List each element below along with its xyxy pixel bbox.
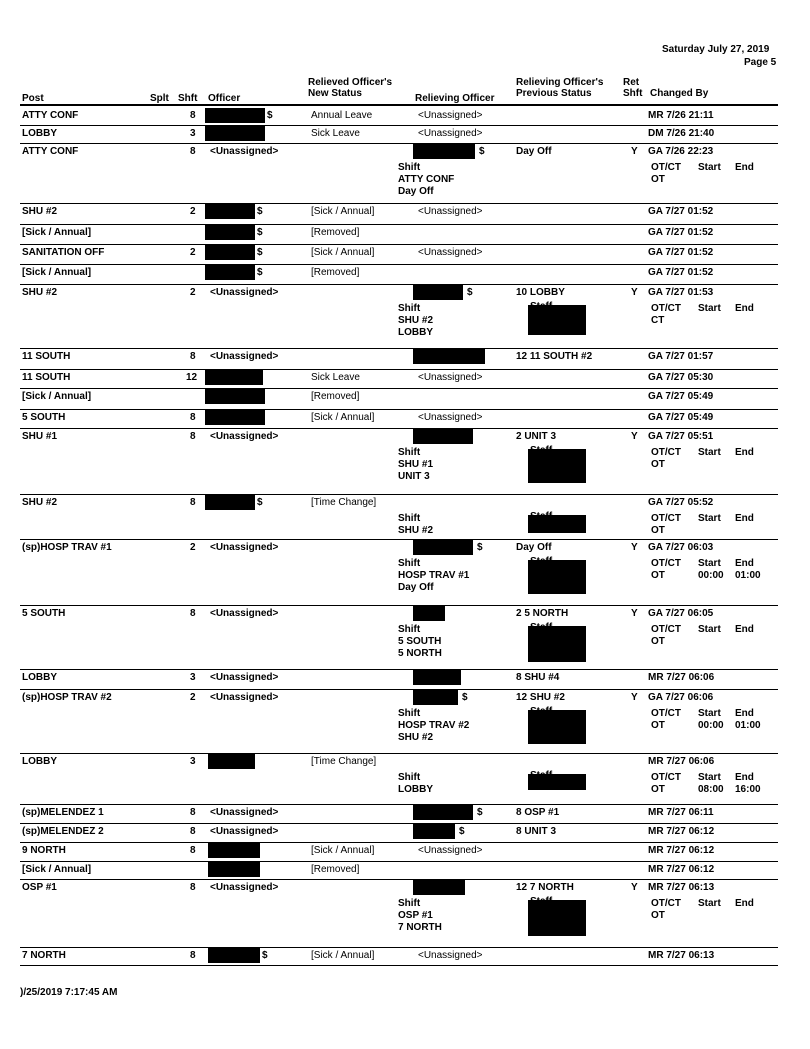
relieving-officer-cell: <Unassigned> xyxy=(418,845,483,856)
redacted-officer-name xyxy=(205,245,255,260)
dollar-marker: $ xyxy=(257,497,263,508)
post-cell: [Sick / Annual] xyxy=(22,227,92,238)
changed-by-cell: MR 7/27 06:13 xyxy=(648,882,715,893)
start-label: Start xyxy=(698,624,721,635)
redacted-relieving-officer xyxy=(413,670,461,685)
relieving-officer-cell: <Unassigned> xyxy=(418,950,483,961)
relieved-status-cell: Sick Leave xyxy=(311,372,360,383)
relieved-status-cell: [Sick / Annual] xyxy=(311,412,375,423)
ot-value: OT xyxy=(651,570,665,581)
end-time: 01:00 xyxy=(735,720,761,731)
detail-shift-line: SHU #1 xyxy=(398,459,434,470)
redacted-relieving-officer xyxy=(413,880,465,895)
row-separator xyxy=(20,125,778,126)
changed-by-cell: GA 7/27 06:06 xyxy=(648,692,714,703)
dollar-marker: $ xyxy=(467,287,473,298)
detail-shift-line: SHU #2 xyxy=(398,525,434,536)
row-separator xyxy=(20,539,778,540)
col-relieving-officer: Relieving Officer xyxy=(415,93,495,104)
redacted-relieving-officer xyxy=(413,690,458,705)
ct-value: CT xyxy=(651,315,665,326)
start-time: 00:00 xyxy=(698,570,724,581)
dollar-marker: $ xyxy=(257,227,263,238)
changed-by-cell: GA 7/27 05:49 xyxy=(648,391,714,402)
end-label: End xyxy=(735,447,754,458)
post-cell: LOBBY xyxy=(22,128,57,139)
previous-status-cell: 12 11 SOUTH #2 xyxy=(516,351,593,362)
detail-shift-label: Shift xyxy=(398,624,421,635)
redacted-relieving-officer xyxy=(413,606,445,621)
redacted-officer-name xyxy=(205,108,265,123)
row-separator xyxy=(20,494,778,495)
detail-shift-line: Day Off xyxy=(398,186,434,197)
dollar-marker: $ xyxy=(262,950,268,961)
ot-value: OT xyxy=(651,525,665,536)
changed-by-cell: GA 7/27 05:49 xyxy=(648,412,714,423)
shift-cell: 3 xyxy=(190,128,196,139)
redacted-officer-name xyxy=(205,370,263,385)
relieved-status-cell: [Sick / Annual] xyxy=(311,206,375,217)
col-ret-1: Ret xyxy=(623,77,640,88)
relieved-status-cell: [Removed] xyxy=(311,267,360,278)
changed-by-cell: MR 7/26 21:11 xyxy=(648,110,714,121)
redacted-officer-name xyxy=(205,410,265,425)
row-separator xyxy=(20,388,778,389)
shift-cell: 2 xyxy=(190,206,196,217)
changed-by-cell: GA 7/27 06:05 xyxy=(648,608,714,619)
changed-by-cell: MR 7/27 06:12 xyxy=(648,864,715,875)
row-separator xyxy=(20,143,778,144)
detail-shift-line: Day Off xyxy=(398,582,434,593)
relieved-status-cell: [Sick / Annual] xyxy=(311,845,375,856)
relieved-status-cell: Sick Leave xyxy=(311,128,360,139)
changed-by-cell: GA 7/27 01:52 xyxy=(648,247,714,258)
relieving-officer-cell: <Unassigned> xyxy=(418,372,483,383)
otct-label: OT/CT xyxy=(651,624,681,635)
shift-cell: 2 xyxy=(190,692,196,703)
officer-cell: <Unassigned> xyxy=(210,351,279,362)
changed-by-cell: GA 7/27 05:51 xyxy=(648,431,714,442)
changed-by-cell: MR 7/27 06:06 xyxy=(648,756,715,767)
dollar-marker: $ xyxy=(257,247,263,258)
detail-shift-label: Shift xyxy=(398,303,421,314)
post-cell: (sp)MELENDEZ 1 xyxy=(22,807,104,818)
shift-cell: 3 xyxy=(190,756,196,767)
row-separator xyxy=(20,428,778,429)
otct-label: OT/CT xyxy=(651,513,681,524)
post-cell: LOBBY xyxy=(22,756,57,767)
detail-shift-line: LOBBY xyxy=(398,784,433,795)
row-separator xyxy=(20,947,778,948)
print-timestamp: )/25/2019 7:17:45 AM xyxy=(20,987,118,998)
officer-cell: <Unassigned> xyxy=(210,431,279,442)
ot-value: OT xyxy=(651,910,665,921)
shift-cell: 8 xyxy=(190,146,196,157)
end-time: 01:00 xyxy=(735,570,761,581)
redacted-relieving-officer xyxy=(413,540,473,555)
row-separator xyxy=(20,409,778,410)
start-time: 00:00 xyxy=(698,720,724,731)
start-label: Start xyxy=(698,447,721,458)
post-cell: 9 NORTH xyxy=(22,845,66,856)
relieving-officer-cell: <Unassigned> xyxy=(418,206,483,217)
relieved-status-cell: [Removed] xyxy=(311,227,360,238)
shift-cell: 12 xyxy=(186,372,198,383)
post-cell: SHU #2 xyxy=(22,206,58,217)
end-label: End xyxy=(735,624,754,635)
previous-status-cell: 10 LOBBY xyxy=(516,287,565,298)
post-cell: 11 SOUTH xyxy=(22,351,71,362)
detail-shift-label: Shift xyxy=(398,447,421,458)
otct-label: OT/CT xyxy=(651,303,681,314)
changed-by-cell: MR 7/27 06:11 xyxy=(648,807,714,818)
shift-cell: 8 xyxy=(190,826,196,837)
officer-cell: <Unassigned> xyxy=(210,692,279,703)
post-cell: (sp)HOSP TRAV #1 xyxy=(22,542,112,553)
end-label: End xyxy=(735,898,754,909)
otct-label: OT/CT xyxy=(651,558,681,569)
relieving-officer-cell: <Unassigned> xyxy=(418,247,483,258)
detail-shift-line: LOBBY xyxy=(398,327,433,338)
changed-by-cell: DM 7/26 21:40 xyxy=(648,128,715,139)
shift-cell: 8 xyxy=(190,608,196,619)
ret-shift-flag: Y xyxy=(631,608,638,619)
changed-by-cell: GA 7/27 01:52 xyxy=(648,267,714,278)
ret-shift-flag: Y xyxy=(631,287,638,298)
post-cell: 5 SOUTH xyxy=(22,608,66,619)
officer-cell: <Unassigned> xyxy=(210,542,279,553)
ot-value: OT xyxy=(651,784,665,795)
row-separator xyxy=(20,823,778,824)
post-cell: OSP #1 xyxy=(22,882,57,893)
relieved-status-cell: [Sick / Annual] xyxy=(311,950,375,961)
otct-label: OT/CT xyxy=(651,898,681,909)
officer-cell: <Unassigned> xyxy=(210,807,279,818)
shift-cell: 2 xyxy=(190,287,196,298)
dollar-marker: $ xyxy=(477,807,483,818)
detail-shift-line: 5 NORTH xyxy=(398,648,442,659)
dollar-marker: $ xyxy=(257,206,263,217)
redacted-relieving-officer xyxy=(413,349,485,364)
detail-shift-line: 5 SOUTH xyxy=(398,636,442,647)
ret-shift-flag: Y xyxy=(631,431,638,442)
redacted-officer-name xyxy=(208,862,260,877)
redacted-officer-name xyxy=(205,265,255,280)
shift-cell: 8 xyxy=(190,431,196,442)
previous-status-cell: 12 SHU #2 xyxy=(516,692,565,703)
redacted-staff xyxy=(528,626,586,662)
detail-shift-line: SHU #2 xyxy=(398,732,434,743)
otct-label: OT/CT xyxy=(651,772,681,783)
previous-status-cell: Day Off xyxy=(516,542,552,553)
shift-cell: 8 xyxy=(190,882,196,893)
shift-cell: 2 xyxy=(190,542,196,553)
otct-label: OT/CT xyxy=(651,708,681,719)
col-split: Splt xyxy=(150,93,169,104)
col-ret-2: Shft xyxy=(623,88,643,99)
col-officer: Officer xyxy=(208,93,241,104)
redacted-officer-name xyxy=(208,843,260,858)
row-separator xyxy=(20,804,778,805)
end-label: End xyxy=(735,708,754,719)
shift-cell: 8 xyxy=(190,351,196,362)
shift-cell: 8 xyxy=(190,412,196,423)
col-relieved-status-1: Relieved Officer's xyxy=(308,77,393,88)
detail-shift-label: Shift xyxy=(398,513,421,524)
previous-status-cell: 12 7 NORTH xyxy=(516,882,574,893)
post-cell: 7 NORTH xyxy=(22,950,66,961)
dollar-marker: $ xyxy=(459,826,465,837)
redacted-staff xyxy=(528,305,586,335)
start-label: Start xyxy=(698,708,721,719)
header-rule xyxy=(20,104,778,106)
report-date: Saturday July 27, 2019 xyxy=(662,44,770,55)
redacted-relieving-officer xyxy=(413,429,473,444)
relieved-status-cell: [Time Change] xyxy=(311,756,377,767)
shift-cell: 8 xyxy=(190,807,196,818)
col-relieved-status-2: New Status xyxy=(308,88,362,99)
post-cell: LOBBY xyxy=(22,672,57,683)
post-cell: [Sick / Annual] xyxy=(22,864,92,875)
detail-shift-label: Shift xyxy=(398,708,421,719)
row-separator xyxy=(20,369,778,370)
previous-status-cell: 8 UNIT 3 xyxy=(516,826,557,837)
changed-by-cell: GA 7/27 05:30 xyxy=(648,372,714,383)
post-cell: 11 SOUTH xyxy=(22,372,71,383)
end-label: End xyxy=(735,303,754,314)
row-separator xyxy=(20,965,778,966)
start-time: 08:00 xyxy=(698,784,724,795)
post-cell: ATTY CONF xyxy=(22,110,79,121)
detail-shift-label: Shift xyxy=(398,772,421,783)
post-cell: ATTY CONF xyxy=(22,146,79,157)
changed-by-cell: MR 7/27 06:12 xyxy=(648,826,715,837)
ot-value: OT xyxy=(651,174,665,185)
post-cell: (sp)MELENDEZ 2 xyxy=(22,826,104,837)
detail-shift-label: Shift xyxy=(398,162,421,173)
officer-cell: <Unassigned> xyxy=(210,608,279,619)
relieved-status-cell: [Sick / Annual] xyxy=(311,247,375,258)
dollar-marker: $ xyxy=(477,542,483,553)
officer-cell: <Unassigned> xyxy=(210,826,279,837)
post-cell: 5 SOUTH xyxy=(22,412,66,423)
redacted-officer-name xyxy=(205,389,265,404)
relieving-officer-cell: <Unassigned> xyxy=(418,128,483,139)
detail-shift-line: UNIT 3 xyxy=(398,471,430,482)
changed-by-cell: GA 7/27 01:52 xyxy=(648,227,714,238)
changed-by-cell: GA 7/27 01:52 xyxy=(648,206,714,217)
post-cell: SHU #2 xyxy=(22,287,58,298)
end-label: End xyxy=(735,558,754,569)
ret-shift-flag: Y xyxy=(631,542,638,553)
changed-by-cell: GA 7/26 22:23 xyxy=(648,146,714,157)
redacted-staff xyxy=(528,774,586,790)
relieved-status-cell: Annual Leave xyxy=(311,110,373,121)
relieved-status-cell: [Removed] xyxy=(311,864,360,875)
row-separator xyxy=(20,244,778,245)
col-shift: Shft xyxy=(178,93,198,104)
start-label: Start xyxy=(698,513,721,524)
row-separator xyxy=(20,842,778,843)
officer-cell: <Unassigned> xyxy=(210,882,279,893)
row-separator xyxy=(20,689,778,690)
changed-by-cell: GA 7/27 01:57 xyxy=(648,351,714,362)
relieving-officer-cell: <Unassigned> xyxy=(418,110,483,121)
shift-cell: 8 xyxy=(190,110,196,121)
detail-shift-line: HOSP TRAV #1 xyxy=(398,570,470,581)
relieved-status-cell: [Time Change] xyxy=(311,497,377,508)
shift-cell: 8 xyxy=(190,950,196,961)
row-separator xyxy=(20,605,778,606)
row-separator xyxy=(20,753,778,754)
redacted-relieving-officer xyxy=(413,805,473,820)
changed-by-cell: MR 7/27 06:06 xyxy=(648,672,715,683)
post-cell: SHU #2 xyxy=(22,497,58,508)
officer-cell: <Unassigned> xyxy=(210,287,279,298)
previous-status-cell: 2 UNIT 3 xyxy=(516,431,557,442)
row-separator xyxy=(20,861,778,862)
shift-cell: 2 xyxy=(190,247,196,258)
post-cell: (sp)HOSP TRAV #2 xyxy=(22,692,112,703)
redacted-officer-name xyxy=(208,754,255,769)
officer-cell: <Unassigned> xyxy=(210,146,279,157)
row-separator xyxy=(20,264,778,265)
detail-shift-label: Shift xyxy=(398,558,421,569)
row-separator xyxy=(20,284,778,285)
start-label: Start xyxy=(698,558,721,569)
previous-status-cell: 8 SHU #4 xyxy=(516,672,560,683)
redacted-officer-name xyxy=(205,126,265,141)
relieved-status-cell: [Removed] xyxy=(311,391,360,402)
start-label: Start xyxy=(698,898,721,909)
dollar-marker: $ xyxy=(267,110,273,121)
changed-by-cell: GA 7/27 05:52 xyxy=(648,497,714,508)
dollar-marker: $ xyxy=(462,692,468,703)
end-label: End xyxy=(735,162,754,173)
col-relieving-prev-2: Previous Status xyxy=(516,88,592,99)
ret-shift-flag: Y xyxy=(631,146,638,157)
previous-status-cell: Day Off xyxy=(516,146,552,157)
otct-label: OT/CT xyxy=(651,162,681,173)
post-cell: SANITATION OFF xyxy=(22,247,105,258)
detail-shift-line: OSP #1 xyxy=(398,910,433,921)
ot-value: OT xyxy=(651,636,665,647)
detail-shift-line: ATTY CONF xyxy=(398,174,455,185)
post-cell: [Sick / Annual] xyxy=(22,391,92,402)
previous-status-cell: 2 5 NORTH xyxy=(516,608,569,619)
col-post: Post xyxy=(22,93,44,104)
end-label: End xyxy=(735,513,754,524)
otct-label: OT/CT xyxy=(651,447,681,458)
detail-shift-line: HOSP TRAV #2 xyxy=(398,720,470,731)
start-label: Start xyxy=(698,303,721,314)
ot-value: OT xyxy=(651,459,665,470)
officer-cell: <Unassigned> xyxy=(210,672,279,683)
start-label: Start xyxy=(698,162,721,173)
post-cell: SHU #1 xyxy=(22,431,58,442)
row-separator xyxy=(20,224,778,225)
previous-status-cell: 8 OSP #1 xyxy=(516,807,560,818)
redacted-staff xyxy=(528,710,586,744)
changed-by-cell: MR 7/27 06:13 xyxy=(648,950,715,961)
ret-shift-flag: Y xyxy=(631,882,638,893)
detail-shift-label: Shift xyxy=(398,898,421,909)
redacted-officer-name xyxy=(208,948,260,963)
col-relieving-prev-1: Relieving Officer's xyxy=(516,77,604,88)
col-changed-by: Changed By xyxy=(650,88,709,99)
detail-shift-line: 7 NORTH xyxy=(398,922,442,933)
redacted-relieving-officer xyxy=(413,285,463,300)
shift-cell: 8 xyxy=(190,497,196,508)
detail-shift-line: SHU #2 xyxy=(398,315,434,326)
start-label: Start xyxy=(698,772,721,783)
redacted-staff xyxy=(528,560,586,594)
relieving-officer-cell: <Unassigned> xyxy=(418,412,483,423)
row-separator xyxy=(20,669,778,670)
dollar-marker: $ xyxy=(479,146,485,157)
shift-cell: 3 xyxy=(190,672,196,683)
redacted-officer-name xyxy=(205,495,255,510)
end-time: 16:00 xyxy=(735,784,761,795)
dollar-marker: $ xyxy=(257,267,263,278)
changed-by-cell: MR 7/27 06:12 xyxy=(648,845,715,856)
redacted-staff xyxy=(528,900,586,936)
redacted-officer-name xyxy=(205,204,255,219)
ret-shift-flag: Y xyxy=(631,692,638,703)
shift-cell: 8 xyxy=(190,845,196,856)
redacted-officer-name xyxy=(205,225,255,240)
redacted-staff xyxy=(528,515,586,533)
changed-by-cell: GA 7/27 06:03 xyxy=(648,542,714,553)
row-separator xyxy=(20,203,778,204)
changed-by-cell: GA 7/27 01:53 xyxy=(648,287,714,298)
post-cell: [Sick / Annual] xyxy=(22,267,92,278)
redacted-staff xyxy=(528,449,586,483)
row-separator xyxy=(20,879,778,880)
redacted-relieving-officer xyxy=(413,144,475,159)
ot-value: OT xyxy=(651,720,665,731)
page-number: Page 5 xyxy=(744,57,777,68)
end-label: End xyxy=(735,772,754,783)
row-separator xyxy=(20,348,778,349)
redacted-relieving-officer xyxy=(413,824,455,839)
